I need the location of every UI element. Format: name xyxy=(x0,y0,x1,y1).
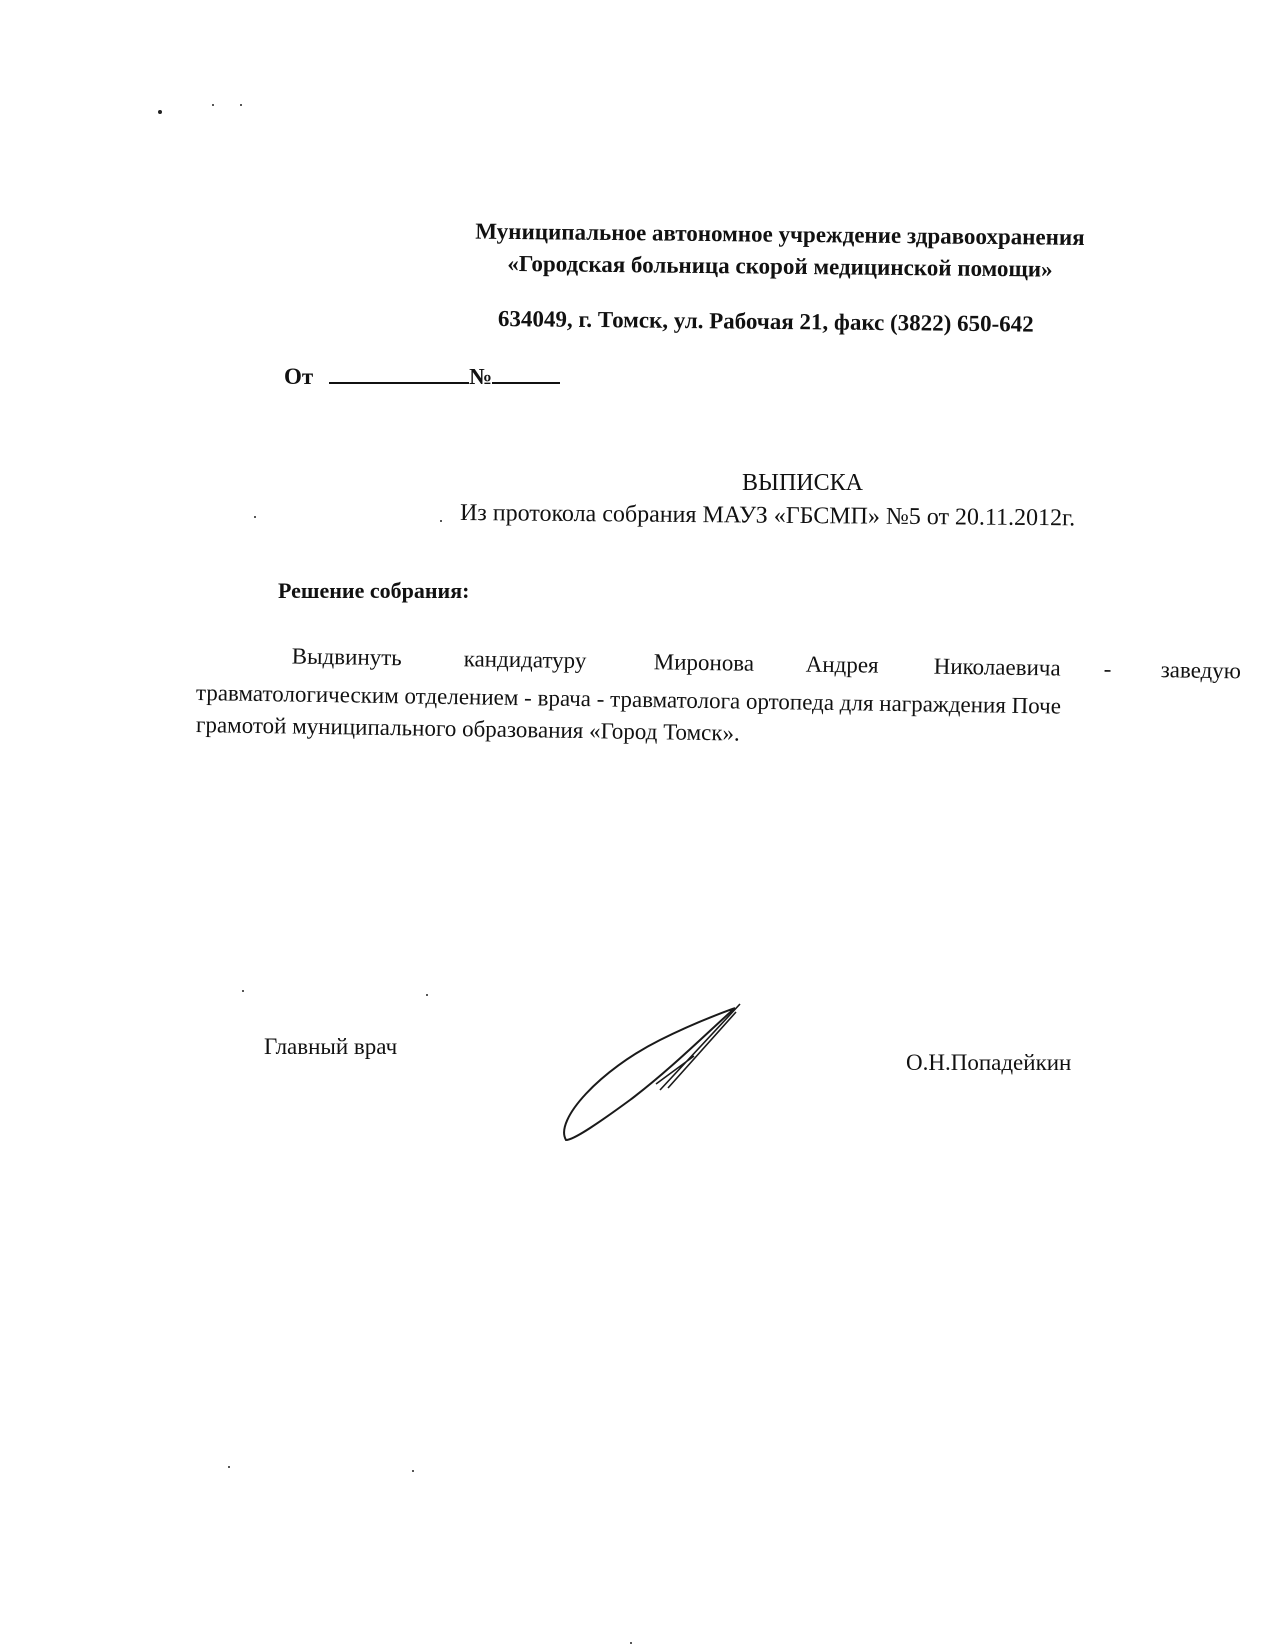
signatory-name: О.Н.Попадейкин xyxy=(906,1050,1072,1075)
word: Николаевича xyxy=(933,653,1061,681)
handwritten-signature xyxy=(560,1000,770,1150)
word: Андрея xyxy=(805,651,879,678)
scan-speck xyxy=(440,520,442,522)
scan-speck xyxy=(212,104,214,106)
scan-speck xyxy=(228,1466,230,1468)
organization-name-line1: Муниципальное автономное учреждение здравоохранения xyxy=(475,218,1085,250)
scan-speck xyxy=(242,990,244,992)
word: кандидатуру xyxy=(463,646,587,674)
from-label: От xyxy=(284,364,314,389)
document-subtitle: Из протокола собрания МАУЗ «ГБСМП» №5 от 20.11.2012г. xyxy=(459,500,1076,532)
scan-speck xyxy=(240,104,242,106)
decision-text-line2: травматологическим отделением - врача - травматолога ортопеда для награждения Поче xyxy=(195,680,1062,719)
signatory-position: Главный врач xyxy=(264,1034,398,1059)
word: заведую xyxy=(1160,657,1242,684)
number-blank-line xyxy=(492,362,560,384)
document-title: ВЫПИСКА xyxy=(742,470,863,496)
outgoing-reference-row xyxy=(284,362,560,390)
scan-speck xyxy=(254,516,256,518)
scan-speck xyxy=(426,994,428,996)
scan-speck xyxy=(630,1642,632,1644)
scan-speck xyxy=(412,1470,414,1472)
date-blank-line xyxy=(329,362,469,384)
word: Миронова xyxy=(653,649,755,676)
organization-address: 634049, г. Томск, ул. Рабочая 21, факс (3822) 650-642 xyxy=(497,306,1034,337)
decision-heading: Решение собрания: xyxy=(278,578,470,603)
word: Выдвинуть xyxy=(291,643,402,671)
organization-name-line2: «Городская больница скорой медицинской помощи» xyxy=(507,250,1053,282)
scan-speck xyxy=(158,110,162,114)
decision-text-line3: грамотой муниципального образования «Город Томск». xyxy=(195,712,740,746)
word: - xyxy=(1103,656,1112,682)
number-label: № xyxy=(468,364,493,389)
decision-text-line1 xyxy=(196,642,1256,684)
